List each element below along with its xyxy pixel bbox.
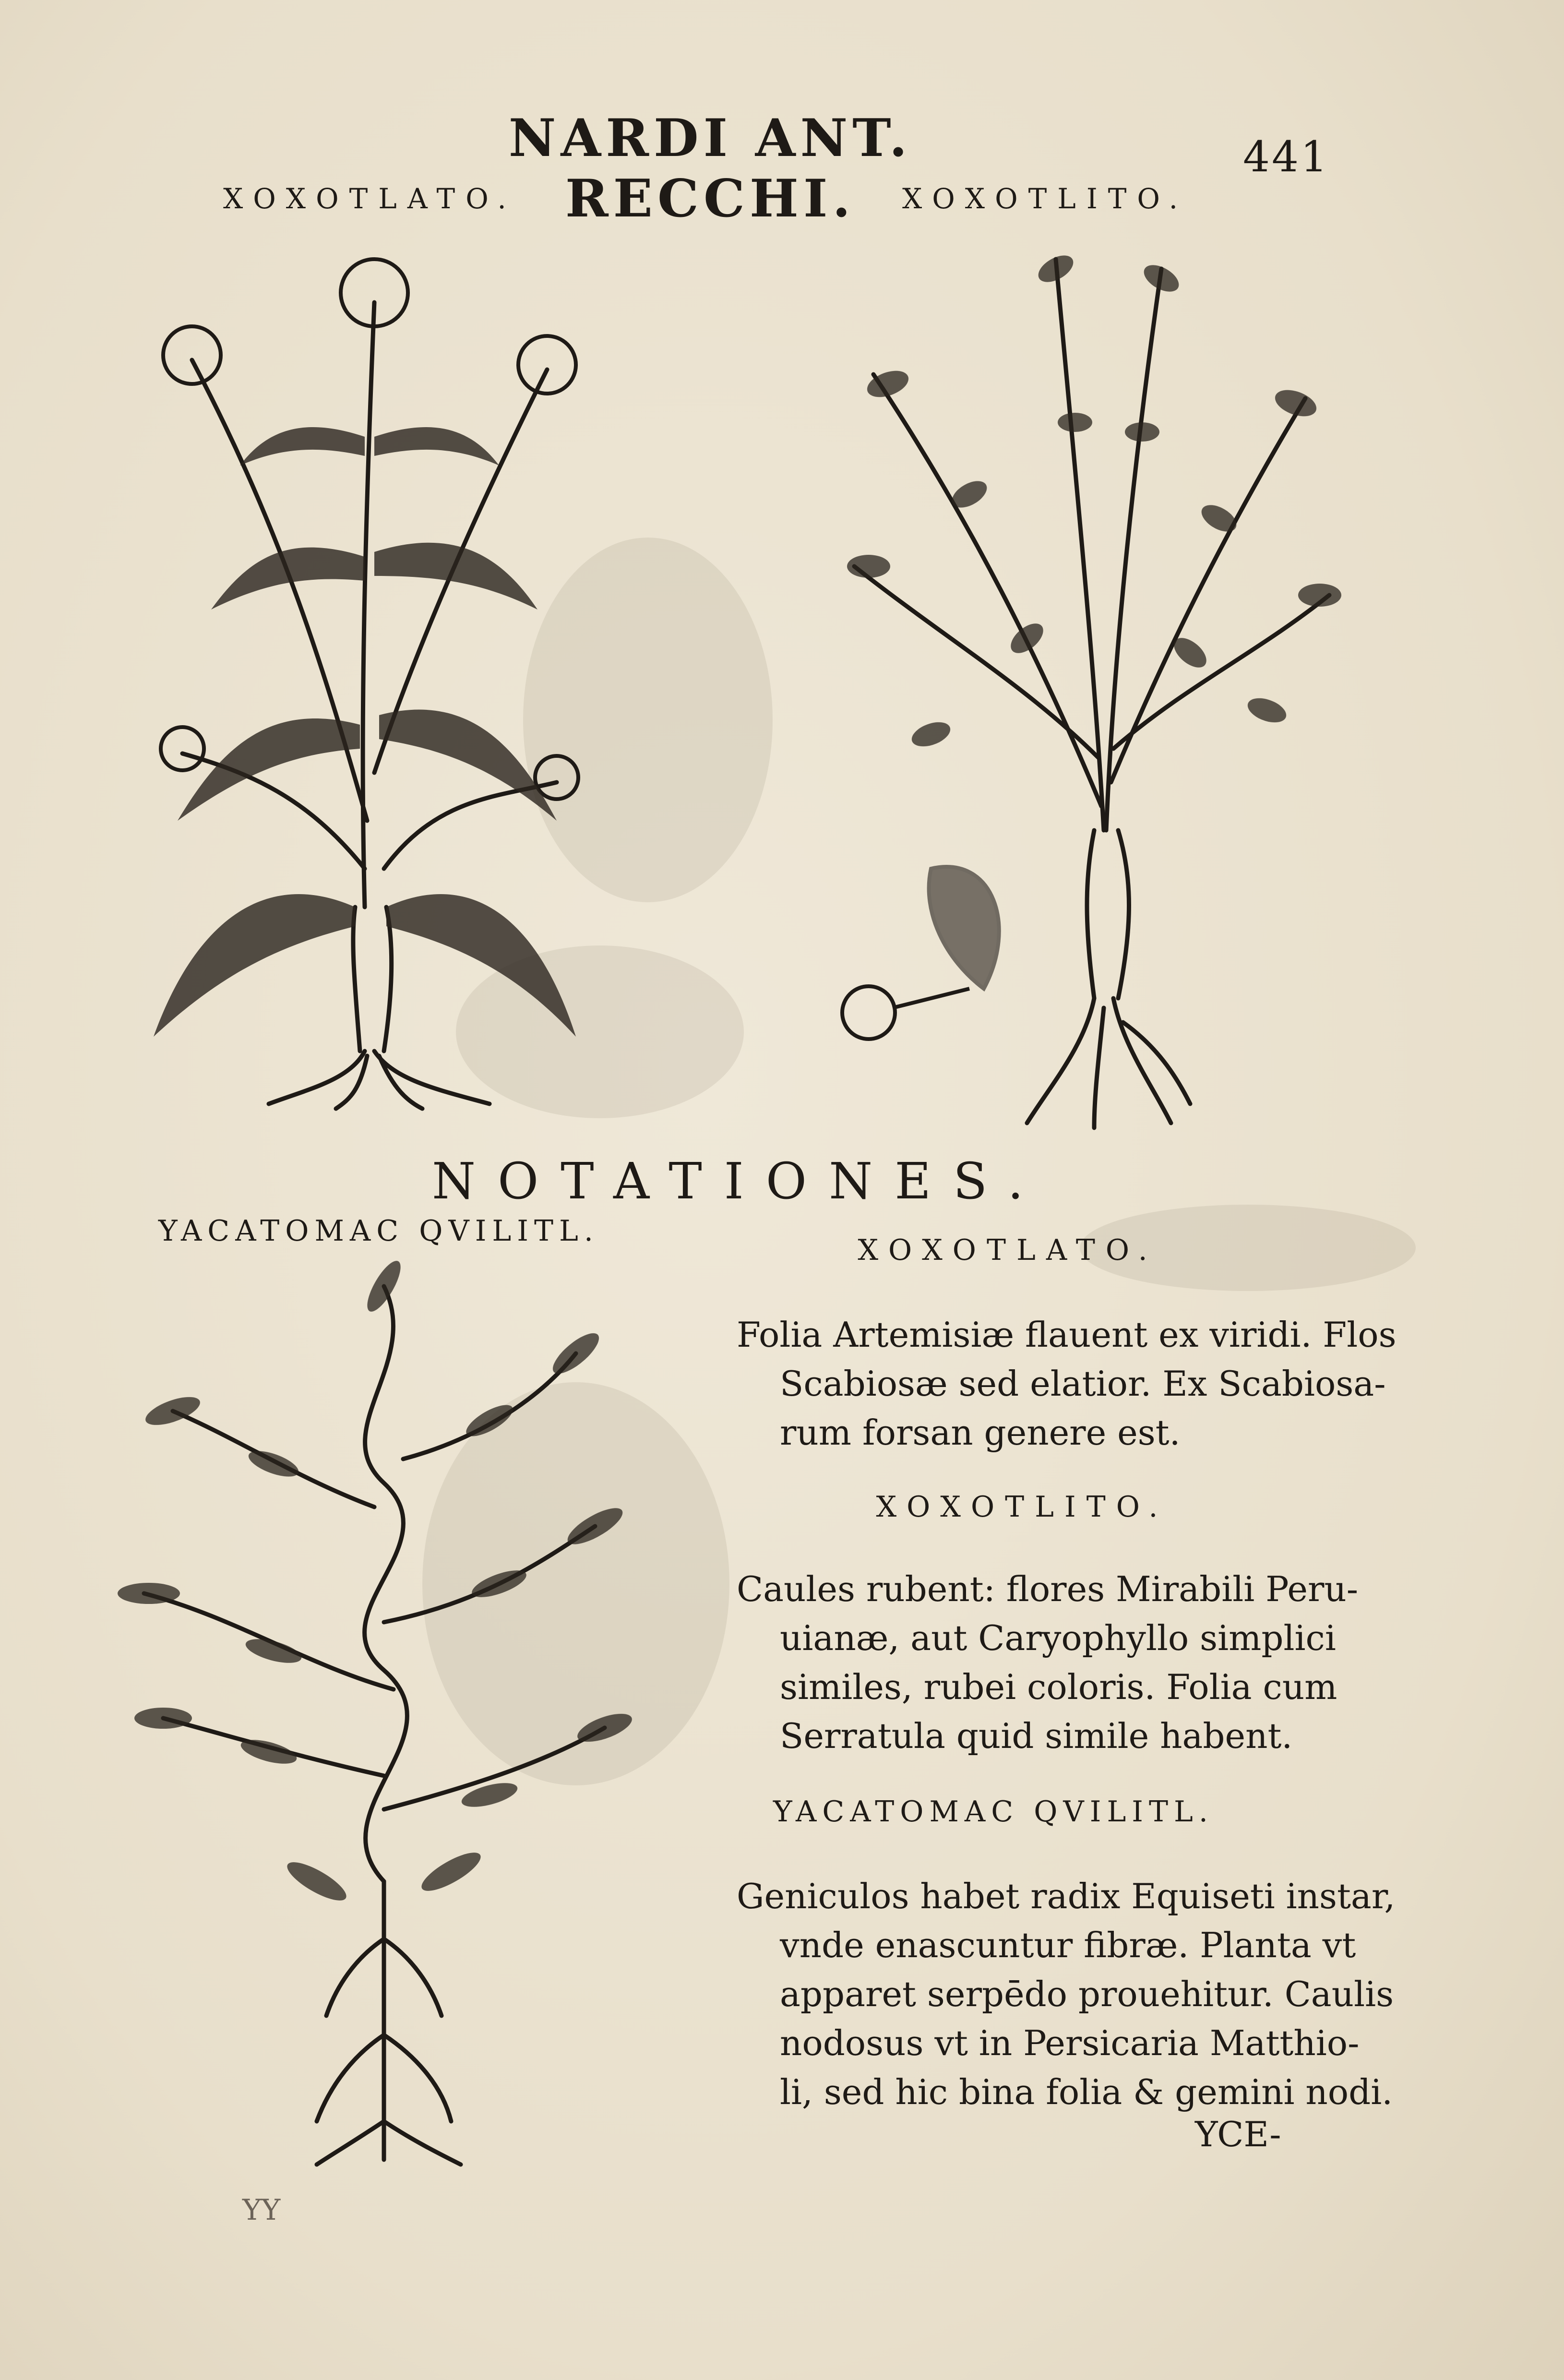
woodcut-yacatomac-quilitl [115, 1257, 643, 2169]
note-line: apparet serpēdo prouehitur. Caulis [780, 1974, 1394, 2014]
note-line: nodosus vt in Persicaria Matthio- [780, 2023, 1360, 2063]
note-text-xoxotlito [737, 1565, 1359, 1760]
note-line: vnde enascuntur fibræ. Planta vt [780, 1925, 1356, 1965]
note-line: Folia Artemisiæ flauent ex viridi. Flos [737, 1315, 1397, 1355]
note-line: Serratula quid simile habent. [780, 1716, 1293, 1756]
running-head: NARDI ANT. RECCHI. [508, 108, 912, 229]
figure-label-xoxotlito: XOXOTLITO. [902, 182, 1189, 215]
signature-mark: YY [242, 2193, 281, 2227]
note-line: rum forsan genere est. [780, 1412, 1181, 1453]
woodcut-xoxotlito [825, 230, 1353, 1133]
note-heading-xoxotlato: XOXOTLATO. [858, 1233, 1158, 1267]
note-line: Geniculos habet radix Equiseti instar, [737, 1876, 1396, 1916]
note-line: uianæ, aut Caryophyllo simplici [780, 1618, 1336, 1658]
note-line: Scabiosæ sed elatior. Ex Scabiosa- [780, 1363, 1386, 1404]
note-line: Caules rubent: flores Mirabili Peru- [737, 1569, 1359, 1609]
figure-label-xoxotlato: XOXOTLATO. [223, 182, 517, 215]
note-heading-yacatomac-quilitl: YACATOMAC QVILITL. [773, 1795, 1214, 1829]
woodcut-xoxotlato [125, 245, 629, 1109]
note-heading-xoxotlito: XOXOTLITO. [876, 1490, 1169, 1524]
note-text-xoxotlato [737, 1310, 1397, 1457]
note-text-yacatomac-quilitl [737, 1872, 1396, 2117]
catchword: YCE- [1195, 2114, 1281, 2154]
note-line: similes, rubei coloris. Folia cum [780, 1667, 1337, 1707]
page-number: 441 [1243, 132, 1329, 181]
figure-label-yacatomac-quilitl: YACATOMAC QVILITL. [158, 1214, 599, 1248]
note-line: li, sed hic bina folia & gemini nodi. [780, 2072, 1393, 2112]
section-heading: NOTATIONES. [432, 1152, 1046, 1210]
